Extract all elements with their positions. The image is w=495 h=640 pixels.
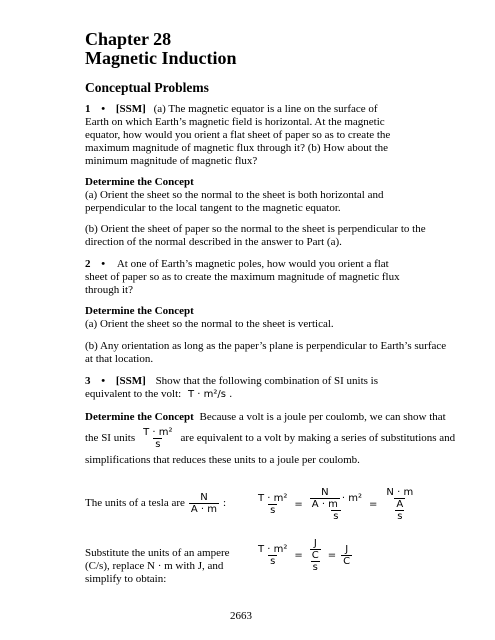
problem-2-bullet: •: [101, 258, 106, 270]
eq1-equals-1: =: [294, 499, 303, 510]
eq1-equals-2: =: [369, 499, 378, 510]
problem-2-line-1: [85, 258, 389, 271]
problem-1-answer-b-line-2: direction of the normal described in the answer to Part (a).: [85, 236, 342, 248]
problem-2-text: At one of Earth’s magnetic poles, how would you orient a flat: [116, 258, 389, 270]
problem-2-line-2: sheet of paper so as to create the maximum magnitude of magnetic flux: [85, 271, 400, 283]
eq2-middle: [308, 538, 323, 573]
eq1-middle-inner: [310, 487, 340, 510]
si-units-suffix: are equivalent to a volt by making a series of substitutions and: [180, 431, 456, 444]
eq2-rhs: [341, 544, 352, 567]
problem-3-concept-line: [85, 411, 446, 424]
problem-1-answer-a-line-2: perpendicular to the local tangent to the magnetic equator.: [85, 202, 341, 214]
problem-3-number: 3: [85, 375, 91, 387]
equation-1: [254, 487, 419, 522]
eq1-middle-numerator: [308, 487, 364, 510]
eq1-rhs-inner-num: N · m: [386, 487, 414, 498]
tesla-denominator: A · m: [190, 504, 218, 515]
eq1-rhs-denominator: s: [397, 511, 403, 522]
si-units-prefix: the SI units: [85, 431, 136, 444]
problem-3-line-2: [85, 388, 232, 401]
eq2-equals-1: =: [294, 550, 303, 561]
problem-1-text: (a) The magnetic equator is a line on the surface of: [153, 103, 378, 115]
problem-1-line-3: equator, how would you orient a flat sheet of paper so as to create the: [85, 129, 391, 141]
eq2-middle-numerator: [308, 538, 323, 561]
chapter-number: Chapter 28: [85, 29, 172, 49]
eq2-lhs: [256, 544, 289, 567]
problem-3-concept-heading: Determine the Concept: [85, 411, 194, 423]
eq1-rhs-numerator: [382, 487, 417, 510]
eq2-equals-2: =: [327, 550, 337, 561]
si-units-denominator: s: [155, 439, 161, 450]
tesla-units-fraction: [189, 492, 219, 515]
eq2-lhs-numerator: T · m²: [258, 544, 288, 555]
problem-2-concept-heading: Determine the Concept: [85, 305, 194, 317]
substitute-line-1: Substitute the units of an ampere: [85, 547, 230, 559]
eq1-middle-inner-den: A · m: [311, 499, 338, 510]
chapter-title: Magnetic Induction: [85, 48, 237, 68]
eq1-lhs: [256, 493, 289, 516]
si-units-numerator: T · m²: [143, 427, 173, 438]
eq1-middle-tail: · m²: [341, 493, 363, 504]
problem-2-answer-b-line-2: at that location.: [85, 353, 154, 365]
section-heading: Conceptual Problems: [85, 80, 209, 95]
volt-unit-expression: T · m²/s .: [187, 389, 233, 400]
eq2-middle-inner: [310, 538, 321, 561]
substitute-line-2: (C/s), replace N · m with J, and: [85, 560, 224, 572]
tesla-units-line: [85, 492, 226, 515]
eq2-middle-tail: s: [312, 562, 318, 573]
eq2-lhs-denominator: s: [270, 556, 276, 567]
tesla-numerator: N: [200, 492, 208, 503]
si-units-line: [85, 427, 455, 450]
eq1-middle: [308, 487, 364, 522]
problem-2-number: 2: [85, 258, 91, 270]
problem-1-line-5: minimum magnitude of magnetic flux?: [85, 155, 258, 167]
eq1-middle-denominator: s: [333, 511, 339, 522]
eq2-middle-denominator: [311, 561, 320, 573]
eq1-rhs-inner: [384, 487, 415, 510]
problem-3-bullet: •: [101, 375, 106, 387]
problem-1-line-4: maximum magnitude of magnetic flux through it? (b) How about the: [85, 142, 389, 154]
problem-2-answer-b-line-1: (b) Any orientation as long as the paper’s plane is perpendicular to Earth’s surface: [85, 340, 447, 352]
problem-2-answer-a: (a) Orient the sheet so the normal to the sheet is vertical.: [85, 318, 334, 330]
problem-1-tag: [SSM]: [115, 103, 146, 115]
problem-2-line-3: through it?: [85, 284, 133, 296]
problem-3-concept-text: Because a volt is a joule per coulomb, we can show that: [199, 411, 446, 423]
problem-3-line-1: [85, 375, 378, 388]
problem-1-line-2: Earth on which Earth’s magnetic field is horizontal. At the magnetic: [85, 116, 385, 128]
eq2-middle-inner-den: C: [311, 550, 319, 561]
substitute-line-3: simplify to obtain:: [85, 573, 167, 585]
problem-3-tag: [SSM]: [115, 375, 146, 387]
si-units-fraction: [141, 427, 174, 450]
problem-1-bullet: •: [101, 103, 106, 115]
eq1-rhs: [382, 487, 417, 522]
eq1-lhs-numerator: T · m²: [258, 493, 288, 504]
problem-1-concept-heading: Determine the Concept: [85, 176, 194, 188]
problem-1-line-1: [85, 103, 378, 116]
eq1-rhs-inner-den: A: [396, 499, 404, 510]
problem-3-volt-text: equivalent to the volt:: [85, 388, 182, 400]
problem-1-number: 1: [85, 103, 91, 115]
page-number: 2663: [230, 610, 252, 622]
eq1-middle-inner-num: N: [321, 487, 329, 498]
eq1-lhs-denominator: s: [270, 505, 276, 516]
equation-2: [254, 538, 354, 573]
eq2-rhs-denominator: C: [343, 556, 351, 567]
tesla-colon: :: [223, 496, 227, 509]
problem-3-text: Show that the following combination of SI units is: [155, 375, 378, 387]
eq2-middle-inner-num: J: [313, 538, 317, 549]
eq2-rhs-numerator: J: [345, 544, 349, 555]
problem-1-answer-b-line-1: (b) Orient the sheet of paper so the normal to the sheet is perpendicular to the: [85, 223, 426, 235]
tesla-units-text: The units of a tesla are: [85, 496, 185, 509]
problem-1-answer-a-line-1: (a) Orient the sheet so the normal to the sheet is both horizontal and: [85, 189, 384, 201]
si-units-line-2: simplifications that reduces these units to a joule per coulomb.: [85, 454, 360, 466]
